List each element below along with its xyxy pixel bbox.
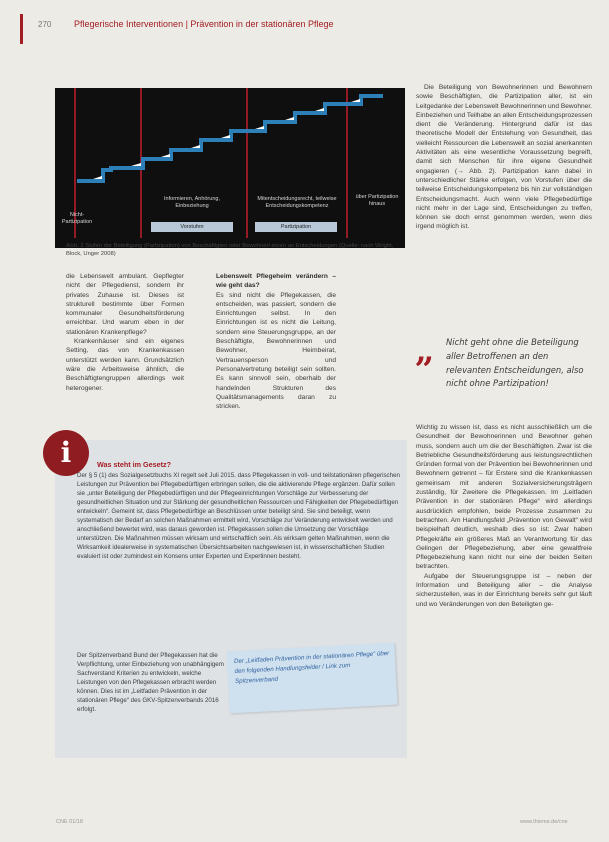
column-middle	[216, 272, 336, 411]
quote-mark-icon: „	[415, 331, 435, 371]
step-marker	[315, 108, 324, 111]
info-box-text-2: Der Spitzenverband Bund der Pflegekassen hat die Verpflichtung, unter Einbeziehung von unabhängigem Sachverstand Kriterien zu entwickeln, welche Leistungen von den Pflegekassen erbracht werden können. Dies ist im „Leitfaden Prävention in der stationären Pflege“ des GKV-Spitzenverbands 2016 erfolgt.	[77, 652, 224, 713]
paragraph: Die Beteiligung von Bewohnerinnen und Bewohnern sowie Beschäftigten, die Partizipation aller, ist ein Leitgedanke der Lebenswelt Bewohnerinnen und Bewohner. Einbeziehen und Teilhabe an allen Entscheidungsprozessen dient die Veränderung. Hintergrund dafür ist das theoretische Modell der Entstehung von Gesundheit, das vielleicht Ressourcen die Lebenswelt an sozial anerkannten Aktivitäten als eine wesentliche Voraussetzung begreift, damit sich Menschen für ihre eigene Gesundheit engagieren (→ Abb. 2). Partizipation kann dabei in unterschiedlicher Stärke erfolgen, von Vorstufen über die teilweise Entscheidungskompetenz bis hin zur vollständigen Entscheidungsmacht. Auch wenn viele Pflegebedürftige nicht mehr in der Lage sind, Entscheidungen zu treffen, können sie doch ernst genommen werden, wenn dies irgend möglich ist.	[416, 84, 592, 231]
info-icon: i	[43, 430, 89, 476]
step-marker	[93, 176, 102, 179]
label-vorstufen-text: Informieren, Anhörung, Einbeziehung	[164, 196, 220, 209]
step-marker	[255, 126, 264, 129]
step-marker	[221, 135, 230, 138]
column-right-top	[416, 83, 592, 232]
column-right-bottom	[416, 423, 592, 609]
label-ueber-partizipation: über Partizipation hinaus	[355, 194, 399, 207]
footer-left: CNE 01/18	[56, 819, 83, 825]
label-partizipation-text: Mitentscheidungsrecht, teilweise Entscheidungskompetenz	[257, 196, 337, 209]
paragraph: Aufgabe der Steuerungsgruppe ist – neben der Information und Beteiligung aller – die Analyse sicherzustellen, was in der Einrichtung bereits sehr gut läuft und wo Veränderungen von den Beteiligten ge-	[416, 572, 592, 608]
running-header: Pflegerische Interventionen | Prävention in der stationären Pflege	[74, 19, 334, 29]
step-marker	[161, 154, 170, 157]
box-partizipation: Partizipation	[255, 222, 337, 232]
step-marker	[191, 145, 200, 148]
paragraph: Krankenhäuser sind ein eigenes Setting, das von Krankenkassen unterstützt werden kann. Grundsätzlich wäre die Arbeitsweise ähnlich, die Beschäftigtengruppen allerdings weit heterogener.	[66, 338, 184, 392]
label-nicht-partizipation: Nicht-Partizipation	[61, 212, 93, 225]
info-box-text: Der § 5 (1) des Sozialgesetzbuchs XI regelt seit Juli 2015, dass Pflegekassen in voll- und teilstationären pflegerischen Leistungen zur Prävention bei Pflegebedürftigen erbringen sollen, die die aktivierende Pflege ergänzen. Dafür sollen sie „unter Beteiligung der Pflegebedürftigen und der Pflegeeinrichtungen Vorschläge zur Verbesserung der gesundheitlichen Situation und zur Stärkung der gesundheitlichen Ressourcen und Fähigkeiten der Pflegebedürftigen entwickeln“. Gemeint ist, dass Pflegebedürftige an Beschlüssen unter beteiligt sind. Sie sind beteiligt, wenn systematisch der Bedarf an solchen Maßnahmen ermittelt wird, Vorschläge zur Veränderung entwickelt werden und anschließend bewertet wird, was daraus geworden ist. Pflegekassen sollen die Umsetzung der Vorschläge unterstützen. Die Maßnahmen müssen wirksam und wirtschaftlich sein. Als wirksam gelten Maßnahmen, wenn die Wirksamkeit idealerweise in systematischen Übersichtsarbeiten nachgewiesen ist, in wissenschaftlichen Studien evaluiert ist oder zumindest ein Konsens unter Experten und Expertinnen besteht.	[77, 472, 400, 560]
staircase-line	[77, 96, 383, 181]
section-heading: Lebenswelt Pflegeheim verändern – wie geht das?	[216, 273, 336, 290]
info-box-title: Was steht im Gesetz?	[97, 460, 172, 469]
footer-right: www.thieme.de/cne	[520, 819, 568, 825]
step-marker	[131, 163, 141, 166]
caption-text: Stufen der Beteiligung (Partizipation) von Beschäftigten oder Bewohner/-innen an Entscheidungen (Quelle: nach Wright, Block, Unger 2008)	[66, 243, 394, 257]
participation-staircase-figure	[55, 88, 405, 248]
figure-caption	[66, 243, 406, 258]
page-number: 270	[38, 20, 52, 29]
paragraph: Es sind nicht die Pflegekassen, die entscheiden, was passiert, sondern die Einrichtungen selbst. In den Einrichtungen ist es nicht die Leitung, sondern eine Steuerungsgruppe, an der Beschäftigte, Bewohnerinnen und Bewohner, Heimbeirat, Vertrauensperson und Personalvertretung beteiligt sein sollten. Es kann sinnvoll sein, oberhalb der handelnden Strukturen des Qualitätsmanagements daran zu stricken.	[216, 291, 336, 411]
step-marker	[351, 99, 360, 102]
pull-quote: Nicht geht ohne die Beteiligung aller Betroffenen an den relevanten Entscheidungen, also nicht ohne Partizipation!	[446, 337, 584, 389]
accent-bar	[20, 14, 23, 44]
column-left	[66, 272, 184, 393]
paragraph: Wichtig zu wissen ist, dass es nicht ausschließlich um die Gesundheit der Bewohnerinnen und Bewohner gehen muss, sondern auch um die der Beschäftigten. Zwar ist die Betriebliche Gesundheitsförderung aus leistungsrechtlichen Gründen formal von der Prävention bei Bewohnerinnen und Bewohnern getrennt – für Erstere sind die Krankenkassen gemeinsam mit anderen Sozialversicherungsträgern zuständig, für Zweitere die Pflegekassen. Im „Leitfaden Prävention in der stationären Pflege“ wird allerdings ausdrücklich empfohlen, beide Prozesse zusammen zu betrachten. Am Handlungsfeld „Prävention von Gewalt“ wird beispielhaft deutlich, weshalb dies so ist: Zwar haben Pflegekräfte ein größeres Maß an Verantwortung für das Gelingen der Pflegebeziehung, aber eine gewaltfreie Pflegebeziehung kann nicht nur eine der beiden Seiten betrachten.	[416, 424, 592, 571]
step-marker	[285, 117, 294, 120]
caption-label: Abb. 2	[66, 243, 84, 249]
paragraph: die Lebenswelt ambulant. Gepflegter nicht der Pflegedienst, sondern ihr privates Zuhause ist. Dieses ist strukturell bestimmte über Formen kommunaler Gesundheitsförderung erreichbar. Und warum eben in der stationären Krankenpflege?	[66, 273, 184, 336]
handwritten-note	[226, 643, 397, 714]
note-text: Der „Leitfaden Prävention in der stationären Pflege“ über den folgenden Handlungsfelder / Link zum Spitzenverband	[233, 649, 390, 686]
box-vorstufen: Vorstufen	[151, 222, 233, 232]
